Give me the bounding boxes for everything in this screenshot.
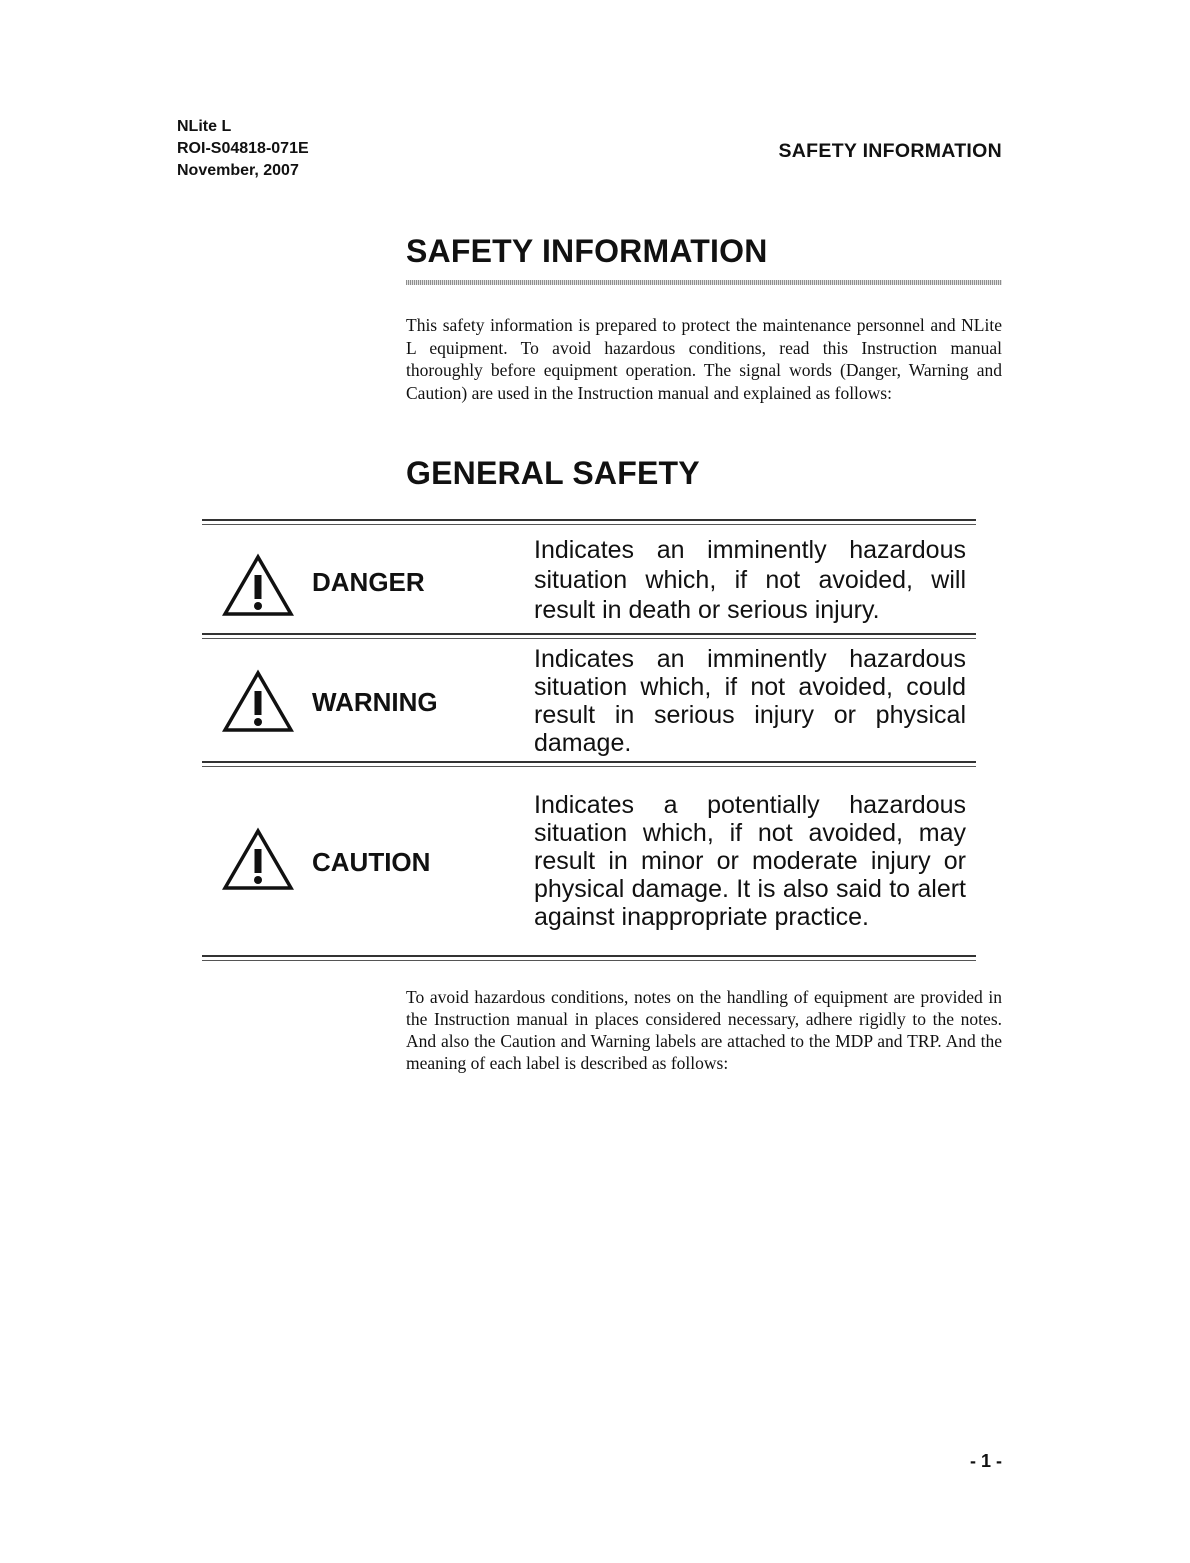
intro-paragraph: This safety information is prepared to protect the maintenance personnel and NLite L equipment. To avoid hazardous conditions, read this Instruction manual thoroughly before equipment operation. The signal words (Danger, Warning and Caution) are used in the Instruction manual and explained as follows: [406,315,1002,403]
safety-row-danger [202,533,976,631]
product-name: NLite L [177,118,232,135]
table-rule-2 [202,761,976,767]
page-title: SAFETY INFORMATION [406,233,768,269]
signal-description-caution: Indicates a potentially hazardous situation which, if not avoided, may result in minor or moderate injury or physical damage. It is also said to alert against inappropriate practice. [534,791,966,931]
table-rule-top [202,519,976,525]
document-number: ROI-S04818-071E [177,140,309,157]
document-header [177,116,309,182]
title-underline [406,280,1002,285]
page-number: - 1 - [969,1451,1002,1471]
outro-paragraph: To avoid hazardous conditions, notes on the handling of equipment are provided in the Instruction manual in places considered necessary, adhere rigidly to the notes. And also the Caution and Warning labels are attached to the MDP and TRP. And the meaning of each label is described as follows: [406,987,1002,1073]
running-section-title: SAFETY INFORMATION [778,140,1002,162]
safety-row-warning [202,645,976,759]
warning-triangle-icon [222,827,294,891]
table-rule-1 [202,633,976,639]
signal-description-danger: Indicates an imminently hazardous situation which, if not avoided, will result in death or serious injury. [534,536,966,624]
general-safety-heading: GENERAL SAFETY [406,455,700,491]
signal-description-warning: Indicates an imminently hazardous situation which, if not avoided, could result in serious injury or physical damage. [534,645,966,757]
signal-word-danger: DANGER [312,567,425,597]
document-date: November, 2007 [177,162,299,179]
warning-triangle-icon [222,553,294,617]
warning-triangle-icon [222,669,294,733]
table-rule-bottom [202,955,976,961]
signal-word-caution: CAUTION [312,847,431,877]
signal-word-warning: WARNING [312,687,438,717]
safety-row-caution [202,787,976,947]
